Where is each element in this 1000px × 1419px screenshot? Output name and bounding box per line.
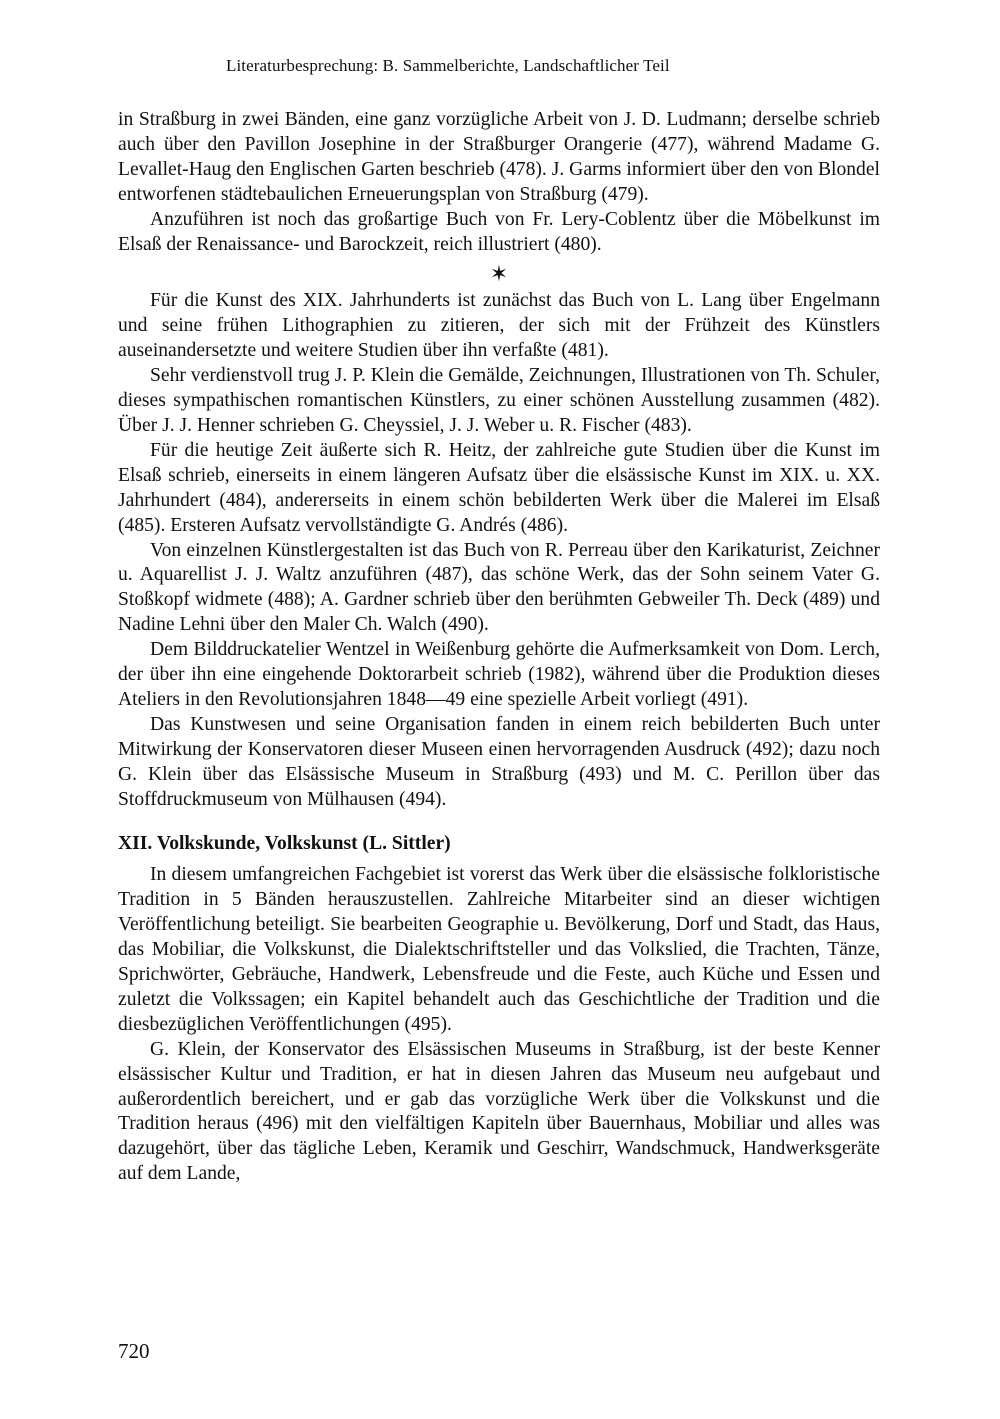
paragraph: In diesem umfangreichen Fachgebiet ist vorerst das Werk über die elsässische folkloristische Tradition in 5 Bänden herauszustellen. Zahlreiche Mitarbeiter sind an dieser wichtigen Veröffentlichung beteiligt. Sie bearbeiten Geographie u. Bevölkerung, Dorf und Stadt, das Haus, das Mobiliar, die Volkskunst, die Dialektschriftsteller und das Volkslied, die Trachten, Tänze, Sprichwörter, Gebräuche, Handwerk, Lebensfreude und die Feste, auch Küche und Essen und zuletzt die Volkssagen; ein Kapitel behandelt auch das Geschichtliche der Tradition und die diesbezüglichen Veröffentlichungen (495). bbox=[118, 864, 880, 1035]
page-number: 720 bbox=[118, 1339, 150, 1363]
paragraph: Für die heutige Zeit äußerte sich R. Heitz, der zahlreiche gute Studien über die Kunst im Elsaß schrieb, einerseits in einem längeren Aufsatz über die elsässische Kunst im XIX. u. XX. Jahrhundert (484), andererseits in einem schön bebilderten Werk über die Malerei im Elsaß (485). Ersteren Aufsatz vervollständigte G. Andrés (486). bbox=[118, 439, 880, 536]
paragraph: Sehr verdienstvoll trug J. P. Klein die Gemälde, Zeichnungen, Illustrationen von Th. Schuler, dieses sympathischen romantischen Künstlers, zu einer schönen Ausstellung zusammen (482). Über J. J. Henner schrieben G. Cheyssiel, J. J. Weber u. R. Fischer (483). bbox=[118, 365, 880, 436]
paragraph: Das Kunstwesen und seine Organisation fanden in einem reich bebilderten Buch unter Mitwirkung der Konservatoren dieser Museen einen hervorragenden Ausdruck (492); dazu noch G. Klein über das Elsässische Museum in Straßburg (493) und M. C. Perillon über das Stoffdruckmuseum von Mülhausen (494). bbox=[118, 713, 880, 810]
section-heading: XII. Volkskunde, Volkskunst (L. Sittler) bbox=[118, 833, 451, 855]
body-text bbox=[118, 108, 880, 1187]
paragraph: Dem Bilddruckatelier Wentzel in Weißenburg gehörte die Aufmerksamkeit von Dom. Lerch, der über ihn eine eingehende Doktorarbeit schrieb (1982), während über die Produktion dieses Ateliers in den Revolutionsjahren 1848—49 eine spezielle Arbeit vorliegt (491). bbox=[118, 639, 880, 710]
paragraph: G. Klein, der Konservator des Elsässischen Museums in Straßburg, ist der beste Kenner elsässischer Kultur und Tradition, er hat in diesen Jahren das Museum neu aufgebaut und außerordentlich bereichert, und er gab das vorzügliche Werk über die Volkskunst und die Tradition heraus (496) mit den vielfältigen Kapiteln über Bauernhaus, Mobiliar und alles was dazugehört, über das tägliche Leben, Keramik und Geschirr, Wandschmuck, Handwerksgeräte auf dem Lande, bbox=[118, 1038, 880, 1185]
paragraph: Für die Kunst des XIX. Jahrhunderts ist zunächst das Buch von L. Lang über Engelmann und seine frühen Lithographien zu zitieren, der sich mit der Frühzeit des Künstlers auseinandersetzte und weitere Studien über ihn verfaßte (481). bbox=[118, 290, 880, 362]
paragraph: Von einzelnen Künstlergestalten ist das Buch von R. Perreau über den Karikaturist, Zeichner u. Aquarellist J. J. Waltz anzuführen (487), das schöne Werk, das der Sohn seinem Vater G. Stoßkopf widmete (488); A. Gardner schrieb über den berühmten Gebweiler Th. Deck (489) und Nadine Lehni über den Maler Ch. Walch (490). bbox=[118, 539, 880, 636]
asterism-ornament: ✶ bbox=[489, 261, 509, 287]
paragraph: Anzuführen ist noch das großartige Buch von Fr. Lery-Coblentz über die Möbelkunst im Elsaß der Renaissance- und Barockzeit, reich illustriert (480). bbox=[118, 208, 880, 255]
paragraph-continuation: in Straßburg in zwei Bänden, eine ganz vorzügliche Arbeit von J. D. Ludmann; derselbe schrieb auch über den Pavillon Josephine in der Straßburger Orangerie (477), während Madame G. Levallet-Haug den Englischen Garten beschrieb (478). J. Garms informiert über den von Blondel entworfenen städtebaulichen Erneuerungsplan von Straßburg (479). bbox=[118, 109, 880, 205]
running-head: Literaturbesprechung: B. Sammelberichte, Landschaftlicher Teil bbox=[226, 56, 670, 75]
